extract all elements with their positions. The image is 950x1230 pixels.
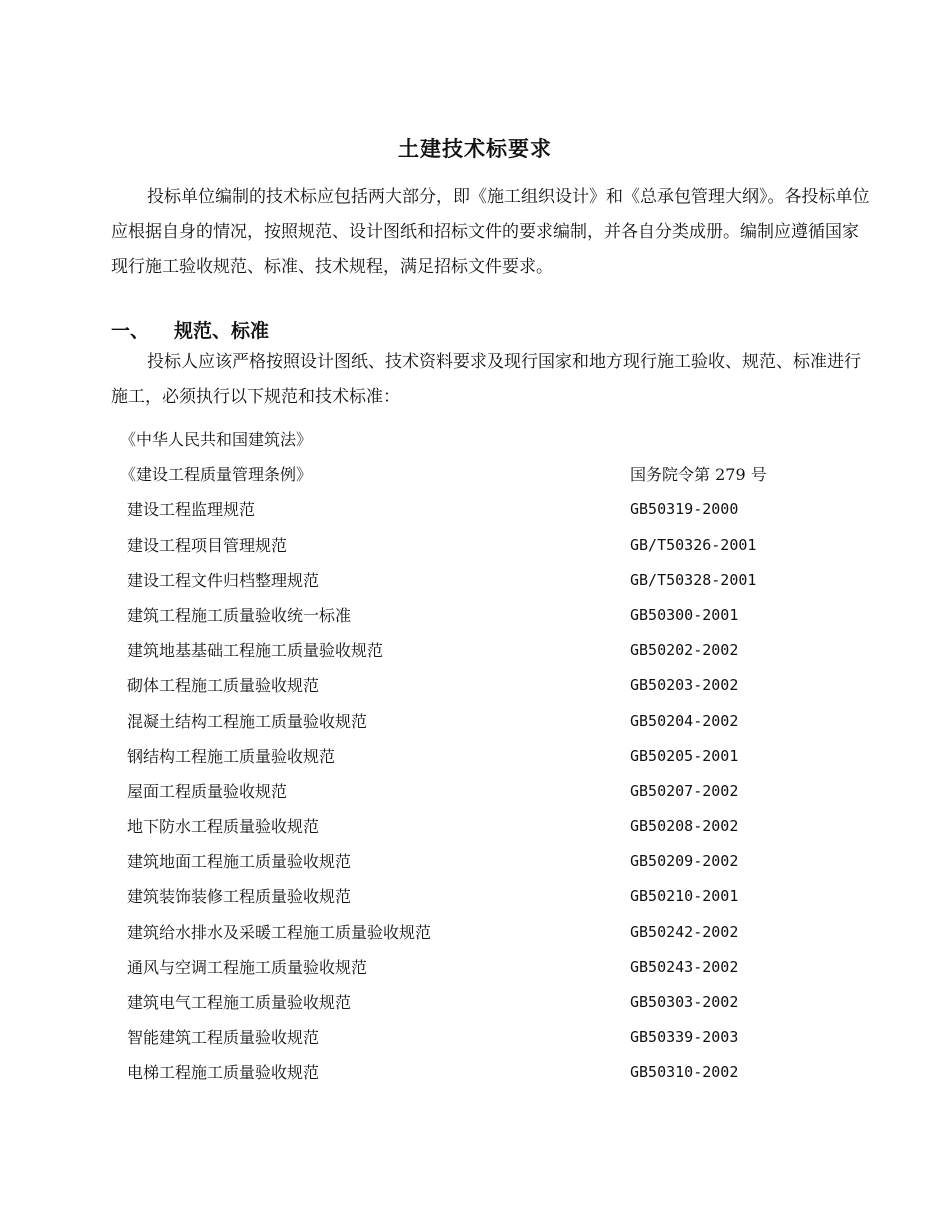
standard-code: GB50339-2003 [630, 1028, 739, 1047]
list-item [0, 950, 950, 985]
list-item [0, 915, 950, 950]
section-heading [111, 316, 269, 343]
standard-name: 建筑给水排水及采暖工程施工质量验收规范 [127, 922, 432, 942]
standard-code: GB50204-2002 [630, 711, 739, 730]
standard-name: 建筑地面工程施工质量验收规范 [127, 852, 352, 872]
list-item [0, 739, 950, 774]
standard-code: GB50300-2001 [630, 605, 739, 624]
list-item [0, 774, 950, 809]
standard-name: 《中华人民共和国建筑法》 [120, 430, 313, 449]
standard-name: 钢结构工程施工质量验收规范 [127, 746, 336, 766]
standard-name: 建设工程项目管理规范 [127, 535, 288, 555]
standard-code: 国务院令第 279 号 [630, 465, 767, 485]
standards-list [0, 422, 950, 1091]
list-item [0, 704, 950, 739]
section-title: 规范、标准 [174, 320, 270, 342]
standard-code: GB50242-2002 [630, 922, 739, 941]
section-number: 一、 [111, 320, 150, 342]
section-paragraph: 投标人应该严格按照设计图纸、技术资料要求及现行国家和地方现行施工验收、规范、标准进行施工，必须执行以下规范和技术标准： [111, 352, 861, 407]
standard-name: 通风与空调工程施工质量验收规范 [127, 957, 368, 977]
standard-code: GB50303-2002 [630, 993, 739, 1011]
standard-name: 电梯工程施工质量验收规范 [127, 1063, 320, 1083]
list-item [0, 879, 950, 914]
list-item [0, 844, 950, 879]
standard-name: 建筑工程施工质量验收统一标准 [127, 605, 352, 625]
list-item [0, 457, 950, 492]
intro-paragraph: 投标单位编制的技术标应包括两大部分，即《施工组织设计》和《总承包管理大纲》。各投标单位应根据自身的情况，按照规范、设计图纸和招标文件的要求编制，并各自分类成册。编制应遵循国家现行施工验收规范、标准、技术规程，满足招标文件要求。 [111, 187, 870, 277]
standard-code: GB50310-2002 [630, 1063, 739, 1082]
standard-name: 混凝土结构工程施工质量验收规范 [127, 711, 368, 731]
standard-name: 建设工程文件归档整理规范 [127, 570, 320, 590]
list-item [0, 528, 950, 563]
list-item [0, 1020, 950, 1055]
standard-code: GB50202-2002 [630, 641, 739, 660]
page-title: 土建技术标要求 [398, 137, 552, 161]
list-item [0, 563, 950, 598]
standard-code: GB/T50326-2001 [630, 535, 757, 554]
standard-name: 建筑地基基础工程施工质量验收规范 [127, 641, 384, 661]
list-item [0, 809, 950, 844]
standard-name: 《建设工程质量管理条例》 [120, 465, 313, 485]
list-item [0, 422, 950, 457]
list-item [0, 1055, 950, 1090]
standard-code: GB50205-2001 [630, 746, 739, 765]
list-item [0, 633, 950, 668]
standard-name: 建筑装饰装修工程质量验收规范 [127, 887, 352, 907]
standard-name: 建筑电气工程施工质量验收规范 [127, 993, 352, 1012]
standard-code: GB50203-2002 [630, 676, 739, 695]
standard-name: 地下防水工程质量验收规范 [127, 817, 320, 837]
standard-name: 智能建筑工程质量验收规范 [127, 1028, 320, 1048]
standard-code: GB50243-2002 [630, 957, 739, 976]
list-item [0, 598, 950, 633]
list-item [0, 668, 950, 703]
list-item [0, 492, 950, 527]
standard-name: 建设工程监理规范 [127, 500, 256, 520]
standard-name: 砌体工程施工质量验收规范 [127, 676, 320, 696]
standard-code: GB/T50328-2001 [630, 570, 757, 589]
standard-name: 屋面工程质量验收规范 [127, 781, 288, 801]
standard-code: GB50209-2002 [630, 852, 739, 871]
standard-code: GB50208-2002 [630, 817, 739, 836]
standard-code: GB50319-2000 [630, 500, 739, 519]
standard-code: GB50207-2002 [630, 781, 739, 800]
list-item [0, 985, 950, 1020]
standard-code: GB50210-2001 [630, 887, 739, 906]
